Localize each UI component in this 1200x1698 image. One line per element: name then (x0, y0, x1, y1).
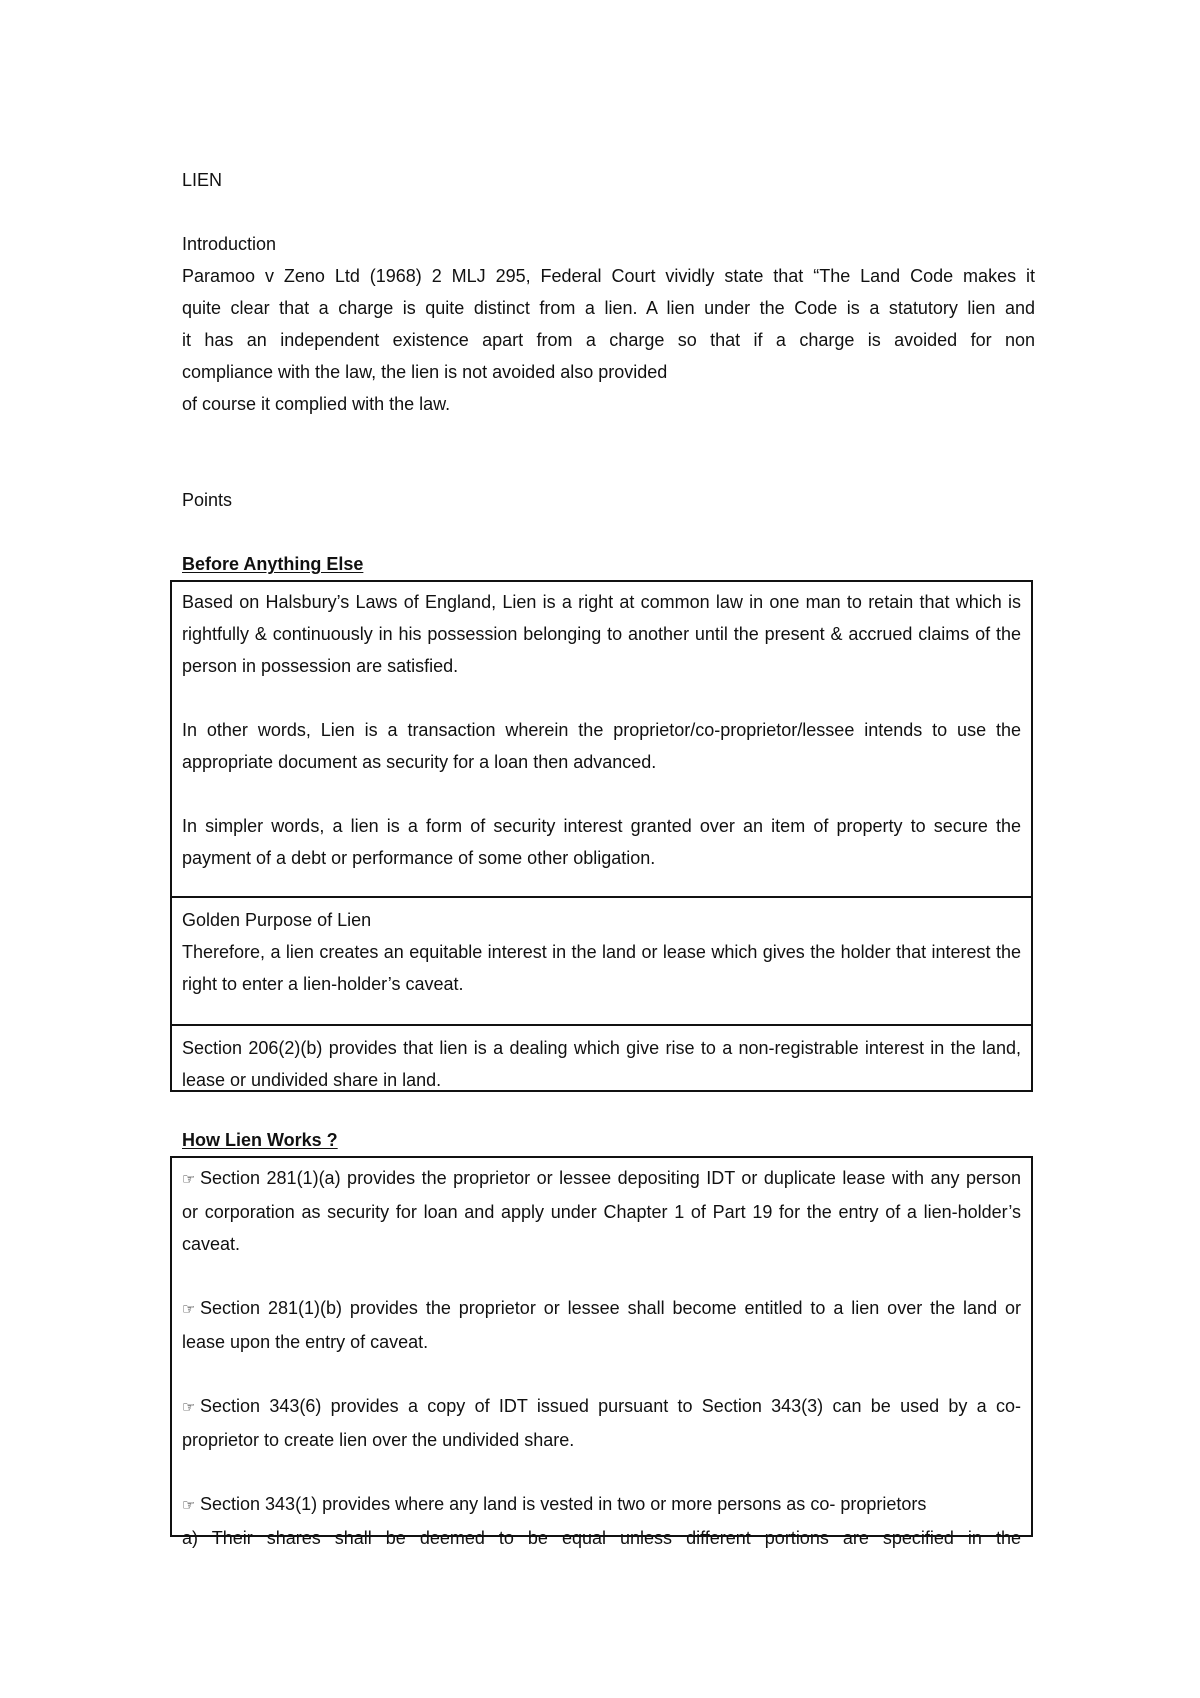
hand-pointing-icon: ☞ (182, 1399, 196, 1416)
sub-list-item: a) Their shares shall be deemed to be equal unless different portions are specified in the (182, 1528, 1021, 1548)
definition-paragraph: In simpler words, a lien is a form of security interest granted over an item of property to secure the payment of a debt or performance of some other obligation. (182, 816, 1021, 868)
before-anything-else-heading: Before Anything Else (182, 554, 364, 574)
list-item (182, 1488, 1021, 1554)
section-206-cell (172, 1026, 1031, 1090)
document-page (182, 164, 1035, 1548)
definition-paragraph: Based on Halsbury’s Laws of England, Lien is a right at common law in one man to retain that which is rightfully & continuously in his possession belonging to another until the present & accrued claims of the person in possession are satisfied. (182, 592, 1021, 676)
introduction-line: compliance with the law, the lien is not avoided also provided (182, 362, 668, 382)
list-item-text: Section 281(1)(a) provides the proprietor or lessee depositing IDT or duplicate lease with any person or corporation as security for loan and apply under Chapter 1 of Part 19 for the entry of a lien-holder’s caveat. (182, 1168, 1021, 1254)
golden-purpose-cell (172, 898, 1031, 1026)
introduction-line: it has an independent existence apart from a charge so that if a charge is avoided for non (182, 330, 1035, 350)
definition-paragraph: In other words, Lien is a transaction wherein the proprietor/co-proprietor/lessee intends to use the appropriate document as security for a loan then advanced. (182, 720, 1021, 772)
definition-cell (172, 582, 1031, 898)
list-item-text: Section 281(1)(b) provides the proprietor or lessee shall become entitled to a lien over the land or lease upon the entry of caveat. (182, 1298, 1021, 1352)
list-item-text: Section 343(6) provides a copy of IDT issued pursuant to Section 343(3) can be used by a co-proprietor to create lien over the undivided share. (182, 1396, 1021, 1450)
document-title: LIEN (182, 170, 223, 190)
points-heading: Points (182, 490, 233, 510)
introduction-line: of course it complied with the law. (182, 394, 451, 414)
section-206-text: Section 206(2)(b) provides that lien is a dealing which give rise to a non-registrable interest in the land, lease or undivided share in land. (182, 1038, 1021, 1090)
how-lien-works-table (170, 1156, 1033, 1548)
how-lien-works-cell (172, 1158, 1031, 1556)
how-lien-works-heading: How Lien Works ? (182, 1130, 338, 1150)
introduction-heading: Introduction (182, 234, 277, 254)
list-item (182, 1292, 1021, 1358)
introduction-line: Paramoo v Zeno Ltd (1968) 2 MLJ 295, Federal Court vividly state that “The Land Code makes it (182, 266, 1035, 286)
list-item (182, 1162, 1021, 1260)
golden-purpose-text: Therefore, a lien creates an equitable interest in the land or lease which gives the holder that interest the right to enter a lien-holder’s caveat. (182, 942, 1021, 994)
list-item (182, 1390, 1021, 1456)
hand-pointing-icon: ☞ (182, 1301, 196, 1318)
hand-pointing-icon: ☞ (182, 1171, 196, 1188)
introduction-line: quite clear that a charge is quite distinct from a lien. A lien under the Code is a statutory lien and (182, 298, 1035, 318)
list-item-text: Section 343(1) provides where any land is vested in two or more persons as co- proprietors (200, 1494, 927, 1514)
definition-table (170, 580, 1033, 1092)
hand-pointing-icon: ☞ (182, 1497, 196, 1514)
golden-purpose-title: Golden Purpose of Lien (182, 910, 372, 930)
